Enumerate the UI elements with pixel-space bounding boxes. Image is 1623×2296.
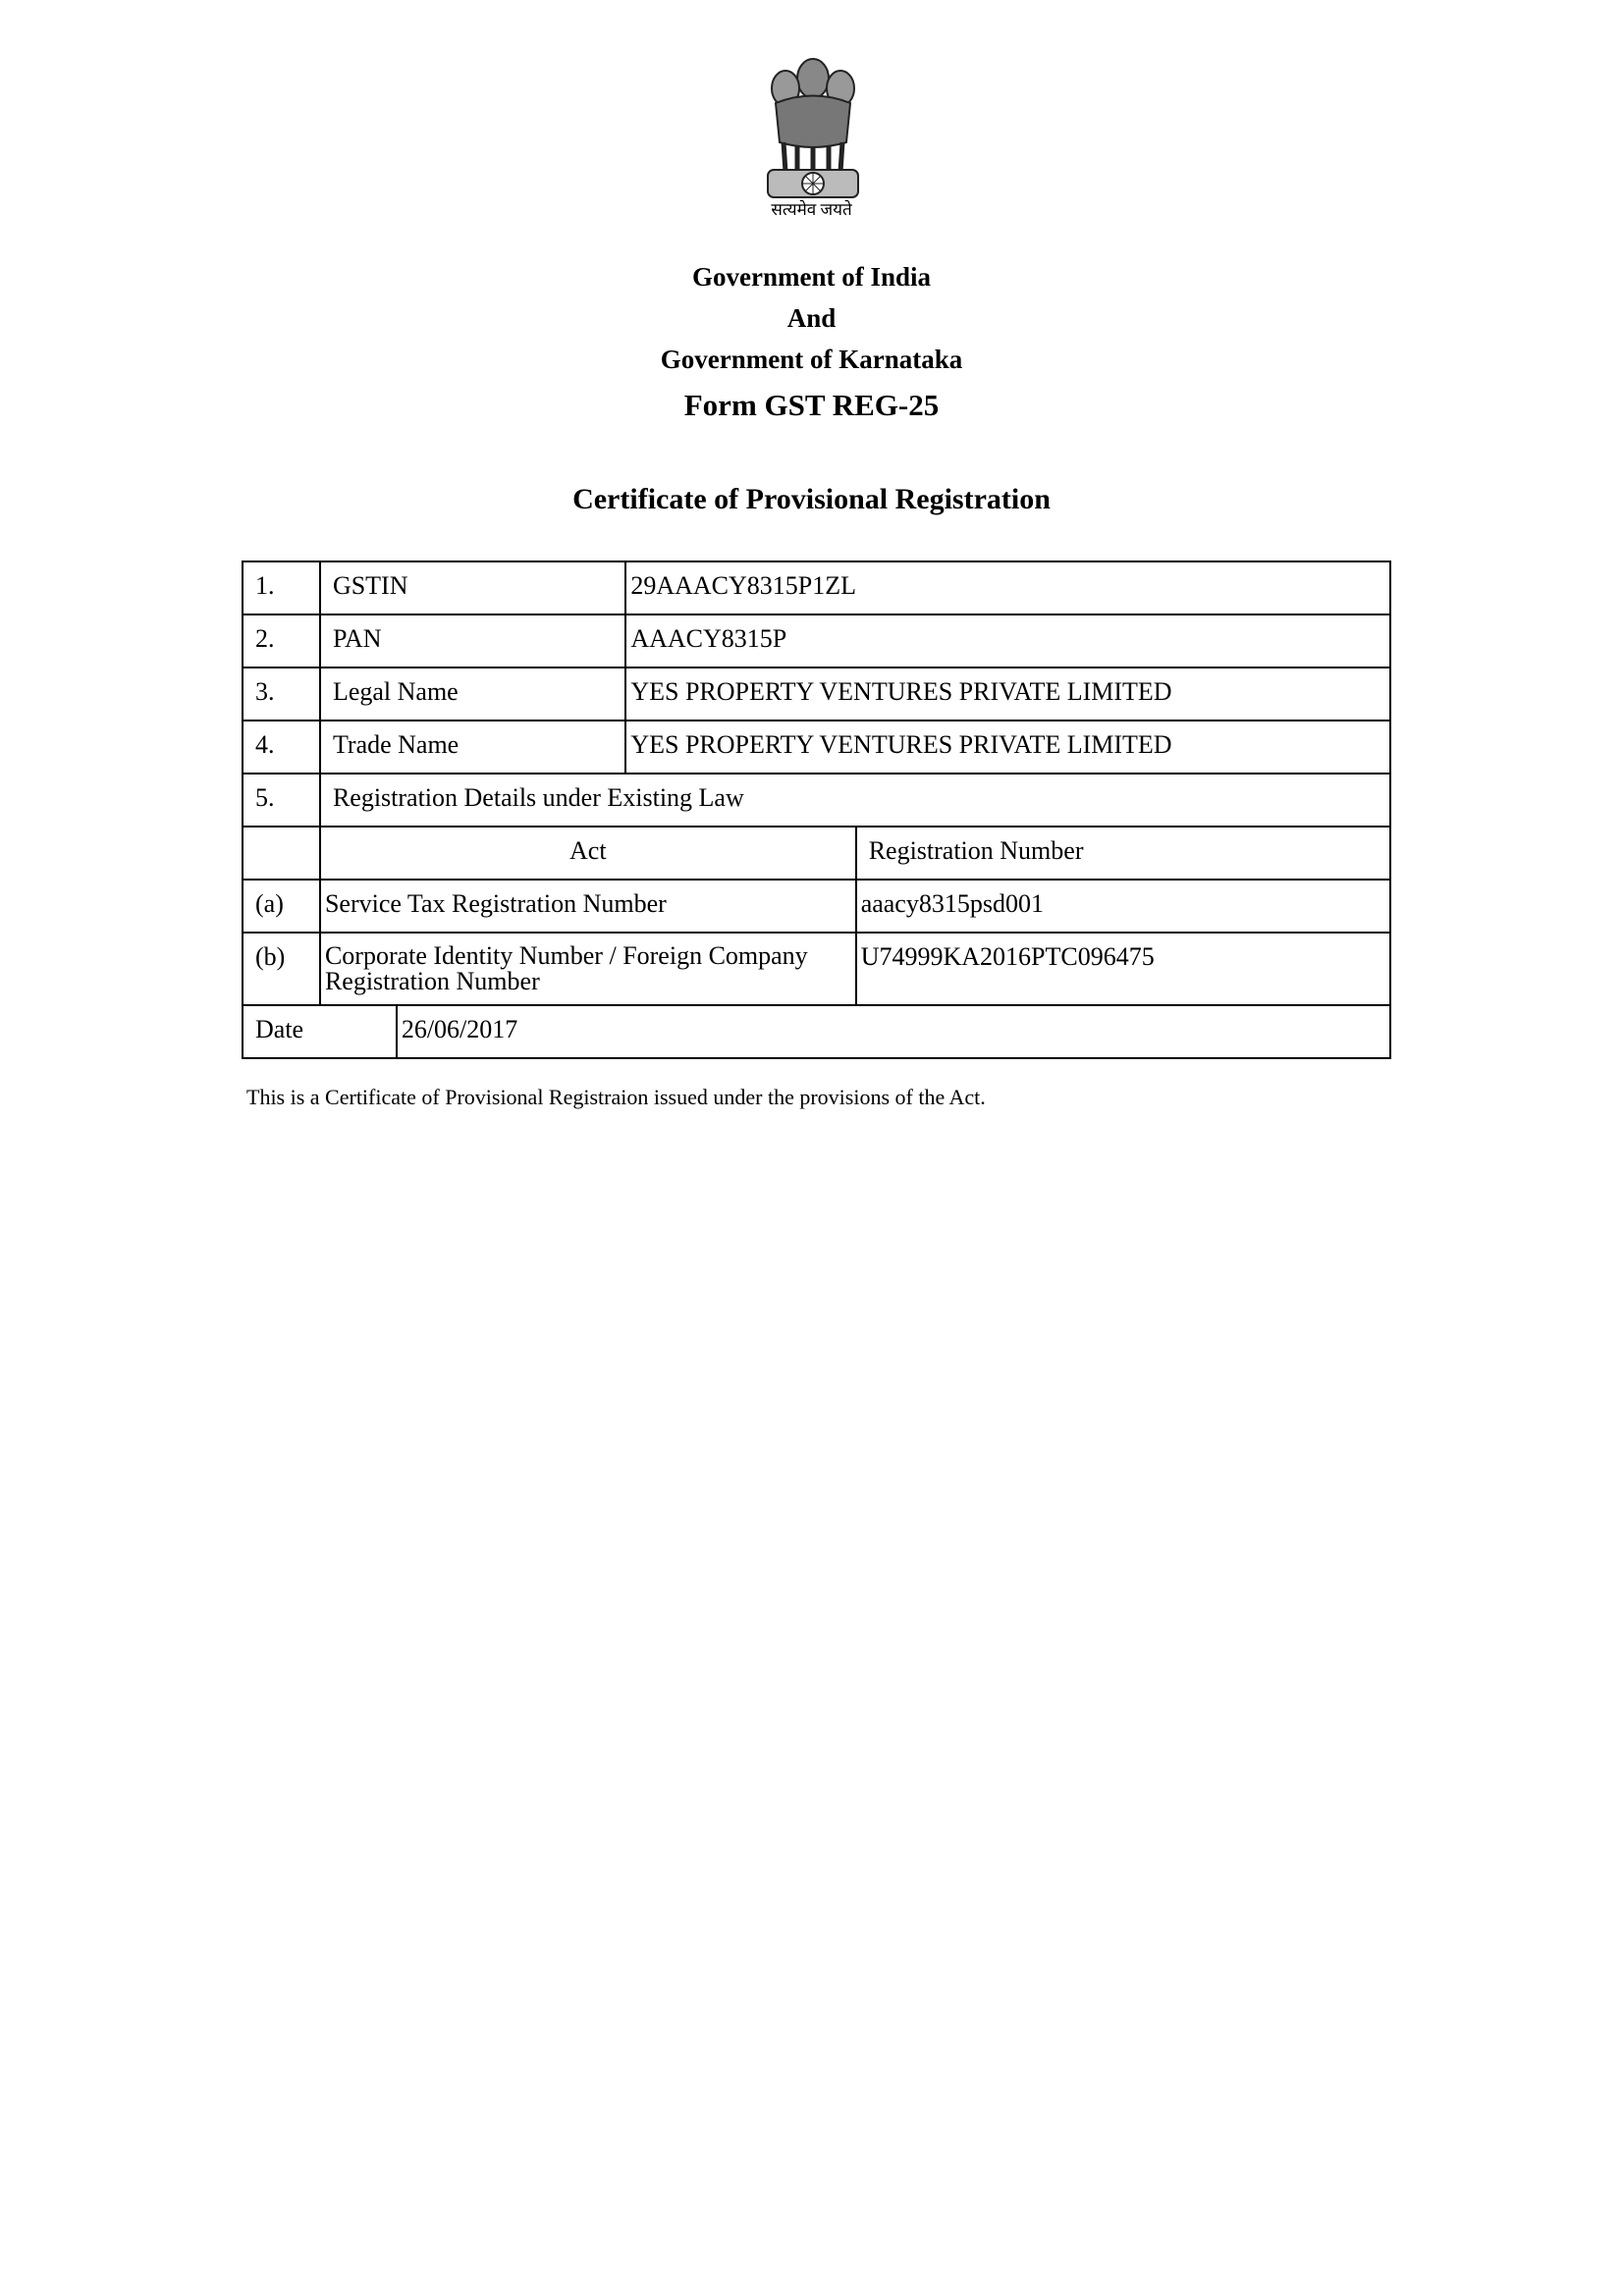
certificate-title: Certificate of Provisional Registration [572,483,1051,515]
header-line-3: Government of Karnataka [660,345,963,374]
table-row [243,667,1390,721]
row-value: AAACY8315P [625,614,1390,667]
row-value: YES PROPERTY VENTURES PRIVATE LIMITED [625,667,1390,721]
table-row [243,933,1390,1005]
header-line-1: Government of India [692,262,931,292]
footer-note: This is a Certificate of Provisional Registraion issued under the provisions of the Act. [246,1085,986,1109]
row-label: PAN [320,614,625,667]
empty-cell [243,827,320,880]
row-number: (b) [243,933,320,1005]
table-row [243,721,1390,774]
row-number: 3. [243,667,320,721]
registration-table [242,561,1391,1059]
table-row [243,614,1390,667]
section-label: Registration Details under Existing Law [320,774,1390,827]
table-header-row [243,827,1390,880]
column-header-registration-number: Registration Number [856,827,1390,880]
date-label: Date [243,1005,397,1058]
header-line-2: And [786,303,837,333]
emblem-motto: सत्यमेव जयते [771,200,852,219]
row-number: 4. [243,721,320,774]
row-label: Trade Name [320,721,625,774]
row-number: 5. [243,774,320,827]
table-row [243,561,1390,614]
act-name: Service Tax Registration Number [320,880,856,933]
row-value: YES PROPERTY VENTURES PRIVATE LIMITED [625,721,1390,774]
table-row [243,774,1390,827]
form-name: Form GST REG-25 [683,388,940,422]
row-label: Legal Name [320,667,625,721]
registration-number: U74999KA2016PTC096475 [856,933,1390,1005]
row-number: (a) [243,880,320,933]
date-value: 26/06/2017 [397,1005,1390,1058]
act-name: Corporate Identity Number / Foreign Company Registration Number [320,933,856,1005]
row-number: 1. [243,561,320,614]
date-row [243,1005,1390,1058]
row-value: 29AAACY8315P1ZL [625,561,1390,614]
row-number: 2. [243,614,320,667]
registration-number: aaacy8315psd001 [856,880,1390,933]
column-header-act: Act [320,827,856,880]
national-emblem-icon [762,49,864,201]
table-row [243,880,1390,933]
row-label: GSTIN [320,561,625,614]
